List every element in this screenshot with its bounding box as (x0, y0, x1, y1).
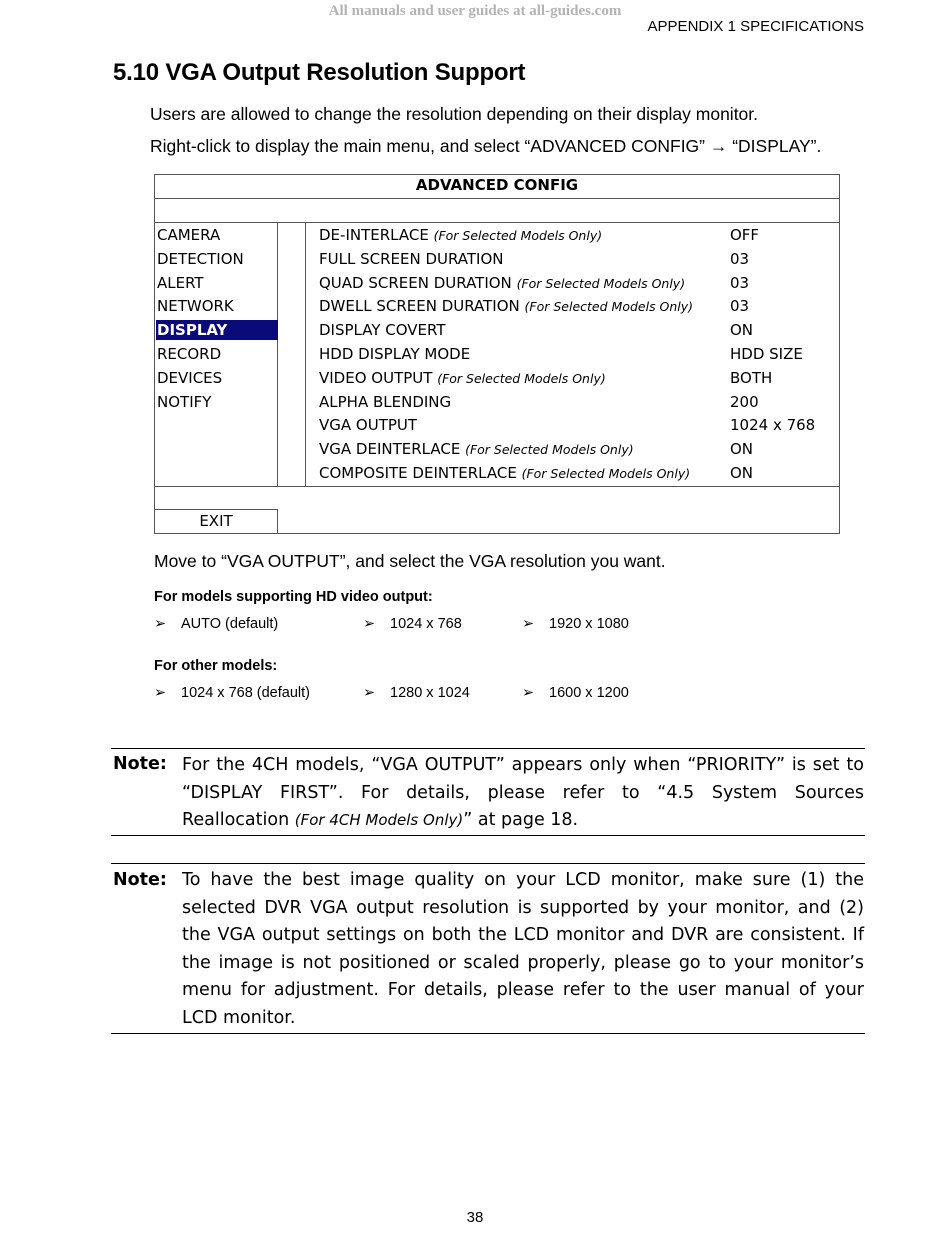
menu-category-camera[interactable]: CAMERA (157, 226, 221, 244)
menu-category-record[interactable]: RECORD (157, 345, 222, 363)
menu-option-note: (For Selected Models Only) (516, 275, 686, 291)
menu-option-value[interactable]: HDD SIZE (730, 345, 803, 363)
watermark: All manuals and user guides at all-guides.com (328, 3, 622, 19)
resolution-option: ➢ 1024 x 768 (363, 616, 462, 632)
menu-category-notify[interactable]: NOTIFY (157, 392, 212, 411)
menu-category-detection[interactable]: DETECTION (157, 249, 244, 268)
hd-models-label: For models supporting HD video output: (154, 589, 433, 605)
menu-divider-top (154, 198, 840, 199)
resolution-option: ➢ 1280 x 1024 (363, 685, 470, 701)
menu-option-label[interactable]: VGA DEINTERLACE (For Selected Models Only) (319, 440, 634, 459)
options-panel-border (305, 222, 306, 486)
note2-label: Note: (113, 870, 167, 890)
menu-option-note: (For Selected Models Only) (465, 442, 634, 458)
instruction-text: Move to “VGA OUTPUT”, and select the VGA resolution you want. (154, 551, 666, 571)
intro-paragraph-1: Users are allowed to change the resolution depending on their display monitor. (150, 104, 759, 124)
menu-option-value[interactable]: 03 (730, 249, 750, 268)
arrow-bullet-icon: ➢ (522, 616, 535, 632)
menu-option-label[interactable]: FULL SCREEN DURATION (319, 249, 504, 268)
menu-title: ADVANCED CONFIG (415, 176, 579, 194)
menu-option-note: (For Selected Models Only) (521, 466, 691, 481)
menu-option-value[interactable]: ON (730, 440, 754, 459)
menu-option-value[interactable]: OFF (730, 226, 760, 244)
arrow-bullet-icon: ➢ (154, 685, 167, 701)
arrow-bullet-icon: ➢ (363, 616, 376, 632)
section-title: 5.10 VGA Output Resolution Support (113, 59, 526, 86)
menu-option-label[interactable]: VIDEO OUTPUT (For Selected Models Only) (319, 368, 606, 387)
note2-rule-bottom (111, 1033, 865, 1034)
note1-label: Note: (113, 754, 167, 774)
note2-rule-top (111, 863, 865, 864)
menu-divider-header (154, 222, 840, 223)
menu-divider-bottom (154, 486, 840, 487)
running-header: APPENDIX 1 SPECIFICATIONS (647, 18, 864, 35)
menu-category-alert[interactable]: ALERT (157, 273, 204, 292)
menu-option-note: (For Selected Models Only) (437, 370, 606, 386)
page-number: 38 (466, 1209, 484, 1226)
menu-option-value[interactable]: 03 (730, 297, 750, 316)
menu-category-display[interactable]: DISPLAY (156, 320, 278, 340)
arrow-bullet-icon: ➢ (154, 616, 167, 632)
note1-text: For the 4CH models, “VGA OUTPUT” appears only when “PRIORITY” is set to “DISPLAY FIRST”. For details, please refer to “4.5 System Sources Reallocation (For 4CH Models Only)” at page 18. (182, 755, 864, 831)
menu-option-value[interactable]: 1024 x 768 (730, 416, 816, 435)
menu-option-label[interactable]: COMPOSITE DEINTERLACE (For Selected Models Only) (319, 464, 691, 482)
other-models-label: For other models: (154, 658, 278, 674)
exit-button[interactable]: EXIT (154, 509, 278, 534)
menu-option-label[interactable]: DISPLAY COVERT (319, 321, 446, 340)
menu-option-note: (For Selected Models Only) (433, 228, 603, 243)
menu-option-value[interactable]: 200 (730, 392, 759, 411)
menu-option-label[interactable]: VGA OUTPUT (319, 416, 418, 435)
resolution-option: ➢ 1600 x 1200 (522, 685, 629, 701)
menu-option-label[interactable]: DWELL SCREEN DURATION (For Selected Models Only) (319, 297, 694, 316)
menu-option-note: (For Selected Models Only) (524, 299, 694, 315)
menu-option-label[interactable]: ALPHA BLENDING (319, 392, 452, 411)
arrow-bullet-icon: ➢ (363, 685, 376, 701)
menu-option-label[interactable]: QUAD SCREEN DURATION (For Selected Models Only) (319, 273, 686, 292)
menu-category-devices[interactable]: DEVICES (157, 368, 223, 387)
menu-option-value[interactable]: ON (730, 464, 754, 482)
menu-category-network[interactable]: NETWORK (157, 297, 234, 316)
menu-option-value[interactable]: BOTH (730, 368, 773, 387)
menu-option-label[interactable]: DE-INTERLACE (For Selected Models Only) (319, 226, 603, 244)
resolution-option: ➢ 1920 x 1080 (522, 616, 629, 632)
intro-paragraph-2: Right-click to display the main menu, and select “ADVANCED CONFIG” → “DISPLAY”. (150, 136, 822, 156)
arrow-bullet-icon: ➢ (522, 685, 535, 701)
note1-rule-top (111, 748, 865, 749)
resolution-option: ➢ 1024 x 768 (default) (154, 685, 310, 701)
menu-option-label[interactable]: HDD DISPLAY MODE (319, 345, 471, 363)
menu-option-value[interactable]: ON (730, 321, 754, 340)
menu-option-value[interactable]: 03 (730, 273, 750, 292)
note2-text: To have the best image quality on your LCD monitor, make sure (1) the selected DVR VGA output resolution is supported by your monitor, and (2) the VGA output settings on both the LCD monitor and DVR are consistent. If the image is not positioned or scaled properly, please go to your monitor’s menu for adjustment. For details, please refer to the user manual of your LCD monitor. (182, 870, 864, 1028)
note1-rule-bottom (111, 835, 865, 836)
resolution-option: ➢ AUTO (default) (154, 616, 279, 632)
